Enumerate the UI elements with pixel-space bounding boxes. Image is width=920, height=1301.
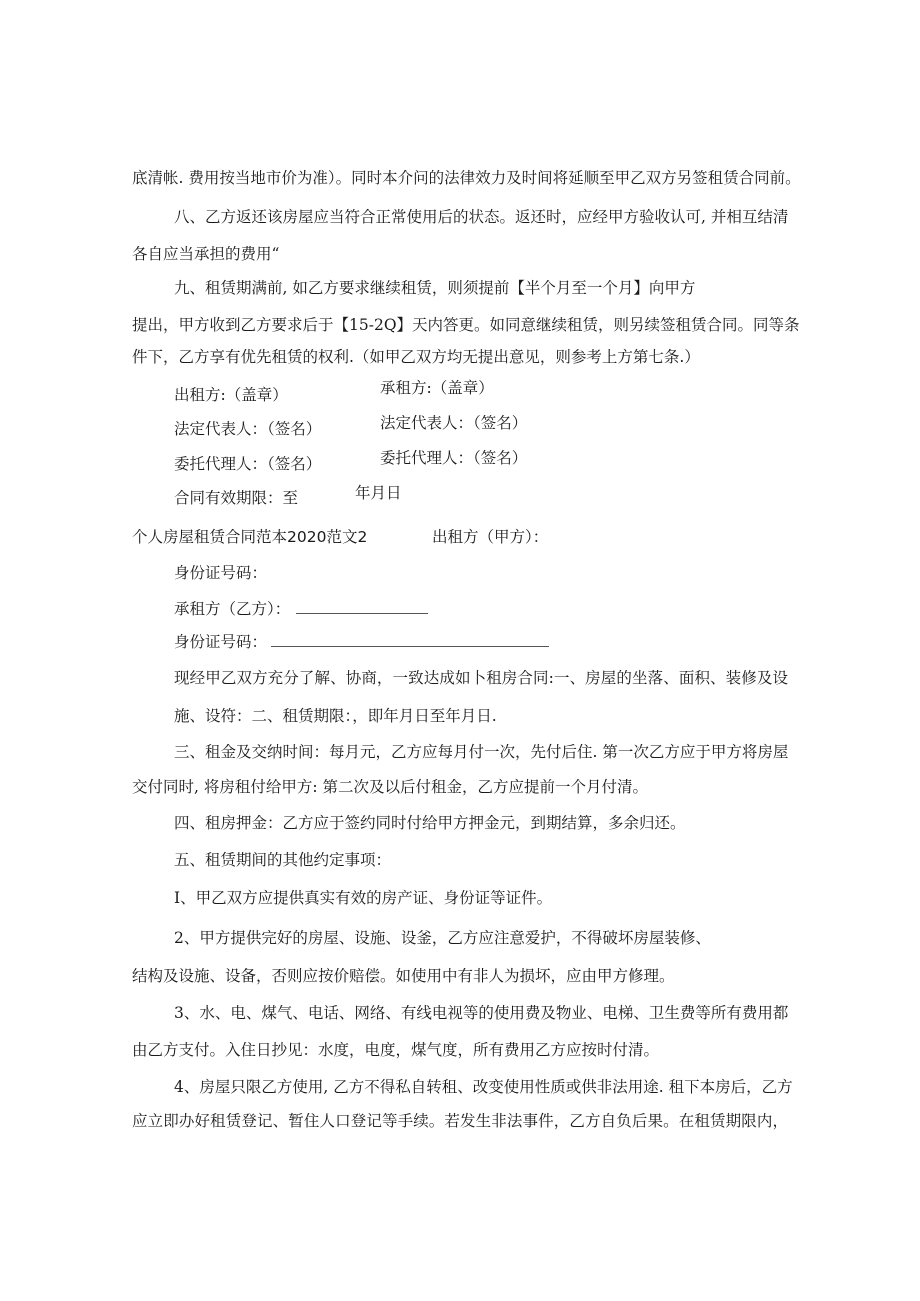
text-line: 九、租赁期满前, 如乙方要求继续租赁，则须提前【半个月至一个月】向甲方 bbox=[174, 279, 696, 297]
id-number-text: 身份证号码： bbox=[174, 633, 268, 651]
text-line: 提出，甲方收到乙方要求后于【15-2Q】天内答更。如同意继续租赁，则另续签租赁合同。同等条 bbox=[132, 316, 800, 334]
signature-rep-left: 法定代表人：（签名） bbox=[174, 420, 322, 438]
text-line: 由乙方支付。入住日抄见：水度，电度，煤气度，所有费用乙方应按时付清。 bbox=[132, 1041, 660, 1059]
text-line: 2、甲方提供完好的房屋、设施、设釜，乙方应注意爱护，不得破坏房屋装修、 bbox=[174, 929, 711, 947]
signature-agent-right: 委托代理人：（签名） bbox=[380, 449, 528, 467]
text-line: 交付同时, 将房租付给甲方: 第二次及以后付租金，乙方应提前一个月付清。 bbox=[132, 778, 649, 796]
signature-agent-left: 委托代理人：（签名） bbox=[174, 455, 322, 473]
validity-label: 合同有效期限：至 bbox=[174, 489, 299, 507]
text-line: 各自应当承担的费用“ bbox=[132, 245, 280, 263]
text-line: 件下，乙方享有优先租赁的权利.（如甲乙双方均无提出意见，则参考上方第七条.） bbox=[132, 348, 700, 366]
text-line: 应立即办好租赁登记、暂住人口登记等手续。若发生非法事件，乙方自负后果。在租赁期限内， bbox=[132, 1112, 788, 1130]
text-line: I、甲乙双方应提供真实有效的房产证、身份证等证件。 bbox=[174, 889, 553, 907]
id-number-blank-line bbox=[271, 632, 549, 647]
text-line: 3、水、电、煤气、电话、网络、有线电视等的使用费及物业、电梯、卫生费等所有费用都 bbox=[174, 1004, 789, 1022]
text-line: 施、设符：二、租赁期限：，即年月日至年月日. bbox=[174, 707, 497, 725]
text-line: 三、租金及交纳时间：每月元，乙方应每月付一次，先付后住. 第一次乙方应于甲方将房屋 bbox=[174, 743, 789, 761]
text-line: 五、租赁期间的其他约定事项： bbox=[174, 851, 392, 869]
id-number-label-2 bbox=[174, 632, 549, 652]
signature-rep-right: 法定代表人：（签名） bbox=[380, 414, 528, 432]
section-title: 个人房屋租赁合同范本2020范文2 bbox=[132, 528, 368, 546]
lessor-label: 出租方（甲方）： bbox=[432, 528, 549, 546]
lessee-label bbox=[174, 599, 428, 619]
lessee-label-text: 承租方（乙方）： bbox=[174, 600, 291, 618]
text-line: 八、乙方返还该房屋应当符合正常使用后的状态。返还时，应经甲方验收认可, 并相互结清 bbox=[174, 208, 789, 226]
text-line: 底清帐. 费用按当地市价为准）。同时本介问的法律效力及时间将延顺至甲乙双方另签租赁合同前。 bbox=[132, 169, 801, 187]
validity-date: 年月日 bbox=[355, 484, 402, 502]
text-line: 现经甲乙双方充分了解、协商，一致达成如卜租房合同:一、房屋的坐落、面积、装修及设 bbox=[174, 669, 788, 687]
text-line: 四、租房押金：乙方应于签约同时付给甲方押金元，到期结算，多余归还。 bbox=[174, 814, 686, 832]
lessee-blank-line bbox=[296, 599, 428, 614]
text-line: 4、房屋只限乙方使用, 乙方不得私自转租、改变使用性质或供非法用途. 租下本房后，乙方 bbox=[174, 1078, 793, 1096]
text-line: 结构及设施、设备，否则应按价赔偿。如使用中有非人为损坏，应由甲方修理。 bbox=[132, 967, 675, 985]
signature-lessor: 出租方:（盖章） bbox=[174, 386, 288, 404]
signature-lessee: 承租方:（盖章） bbox=[380, 379, 494, 397]
id-number-label: 身份证号码： bbox=[174, 564, 268, 582]
